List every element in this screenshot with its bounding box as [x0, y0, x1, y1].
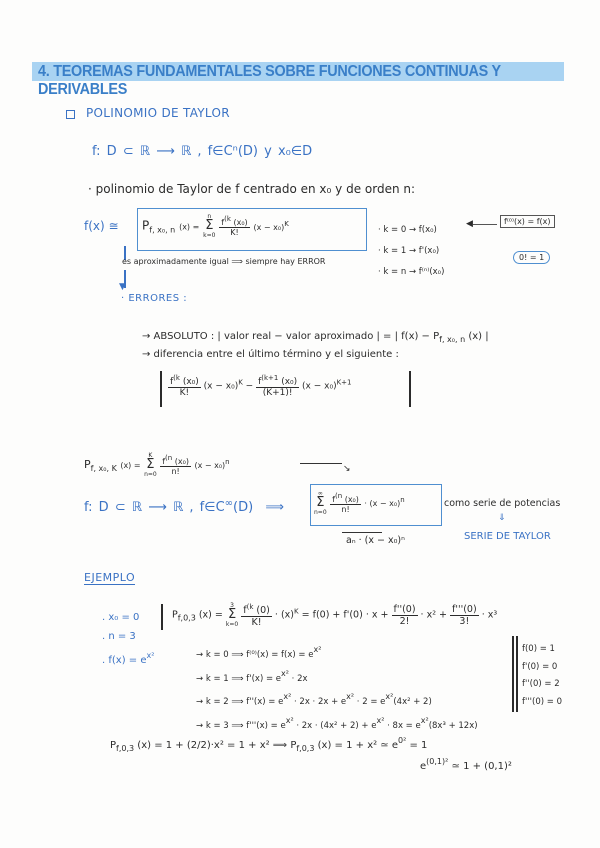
derivative-values [522, 641, 562, 711]
values-bar-2 [516, 636, 518, 712]
abs-bar-left [160, 371, 162, 407]
final-bottom: $e^{(0,1)^2}$ ≃ 1 + (0,1)² [420, 757, 512, 772]
series-under: aₙ · (x − x₀)ⁿ [346, 535, 405, 546]
param-x0: . x₀ = 0 [102, 612, 140, 623]
param-f: . $f(x) = e^{x^2}$ [102, 651, 155, 666]
deriv-line-3: → k = 3 ⟹ f'''(x) = ex² · 2x · (4x² + 2) + ex² · 8x = ex²(8x³ + 12x) [196, 715, 478, 731]
series-name: SERIE DE TAYLOR [464, 531, 551, 542]
error-absolute: → ABSOLUTO : | valor real − valor aproximado | = | $f(x) - P_{f, x_0, n}$ (x) | [142, 331, 489, 344]
final-line: $P_{f,0,3}$ (x) = 1 + (2/2)·x² = 1 + x² ⟹ $P_{f,0,3}$ (x) = 1 + x² ≃ $e^{0^2} = 1$ [110, 736, 428, 753]
value-f0: f(0) = 1 [522, 644, 555, 654]
arrow-down-icon: ▼ [119, 282, 126, 292]
values-bar-1 [512, 636, 514, 712]
intro-text: · polinomio de Taylor de f centrado en x₀ y de orden n: [88, 182, 416, 196]
section-bullet-icon [66, 110, 75, 119]
curved-arrow-icon: ↘ [343, 464, 351, 474]
series-note: como serie de potencias [444, 498, 561, 509]
value-f1: f'(0) = 0 [522, 661, 558, 672]
value-f3: f'''(0) = 0 [522, 696, 562, 707]
side-box: f⁽⁰⁾(x) = f(x) [500, 215, 555, 228]
derivative-lines [196, 641, 478, 735]
curved-arrow-line [300, 463, 342, 464]
deriv-line-1: → k = 1 ⟹ f'(x) = ex² · 2x [196, 668, 308, 684]
fx-approx: f(x) ≅ [84, 219, 119, 233]
factorial-note: 0! = 1 [513, 251, 550, 264]
series-formula: ∞ Σ n=0 $\frac{\text{f(n (x₀)}}{n!}$ · (x − x₀)n [314, 490, 405, 516]
arrow-left-icon: ◀ [466, 219, 473, 229]
side-note-k0: · k = 0 → f(x₀) [378, 225, 437, 235]
example-params [102, 608, 154, 670]
setup-line: f: D ⊂ ℝ ⟶ ℝ , f∈Cⁿ(D) y x₀∈D [92, 144, 313, 159]
param-n: . n = 3 [102, 631, 136, 642]
section-heading: POLINOMIO DE TAYLOR [86, 106, 230, 120]
example-polynomial: $P_{f,0,3}$ (x) = 3 Σ k=0 $\frac{f^{(k} (0)}{K!}$ · $(x)^K = f(0) + f'(0) \cdot x$ + $\frac{f''(0)}{2!}$ · x² + $\frac{f'''(0)}{3!}$ · x³ [172, 602, 498, 628]
taylor-k-formula: $P_{f, x_0, K}$ (x) = K Σ n=0 $\frac{\text{f(n (x₀)}}{n!}$ (x − x₀)n [84, 452, 230, 478]
approx-note: es aproximadamente igual ⟹ siempre hay ERROR [122, 257, 326, 266]
error-expression: $\frac{f^{(k} (x_0)}{K!}$ $(x - x_0)^K$ − $\frac{f^{(k+1} (x_0)}{(K+1)!}$ $(x - x_0)^{K+1}$ [170, 374, 352, 398]
arrow-line [473, 224, 497, 225]
page-title: 4. TEOREMAS FUNDAMENTALES SOBRE FUNCIONES CONTINUAS Y DERIVABLES [38, 63, 501, 98]
error-difference: → diferencia entre el último término y el siguiente : [142, 349, 399, 360]
example-heading: EJEMPLO [84, 571, 136, 584]
side-note-kn: · k = n → f⁽ⁿ⁾(x₀) [378, 267, 445, 277]
example-bar [161, 604, 163, 630]
double-arrow-down-icon: ⇓ [498, 513, 506, 523]
errors-heading: · ERRORES : [121, 293, 188, 304]
abs-bar-right [409, 371, 411, 407]
series-setup: f: D ⊂ ℝ ⟶ ℝ , f∈C∞(D) ⟹ [84, 498, 284, 515]
value-f2: f''(0) = 2 [522, 679, 560, 689]
taylor-formula: $P_{f, x_0, n}$ (x) = n Σ k=0 $\frac{\text{f(k (x₀)}}{K!}$ (x − x₀)K [142, 213, 289, 239]
side-notes [378, 220, 444, 283]
overline [342, 532, 382, 533]
deriv-line-0: → k = 0 ⟹ f⁽⁰⁾(x) = f(x) = ex² [196, 645, 322, 660]
side-note-k1: · k = 1 → f'(x₀) [378, 246, 440, 256]
deriv-line-2: → k = 2 ⟹ f''(x) = ex² · 2x · 2x + ex² · 2 = ex²(4x² + 2) [196, 692, 432, 707]
